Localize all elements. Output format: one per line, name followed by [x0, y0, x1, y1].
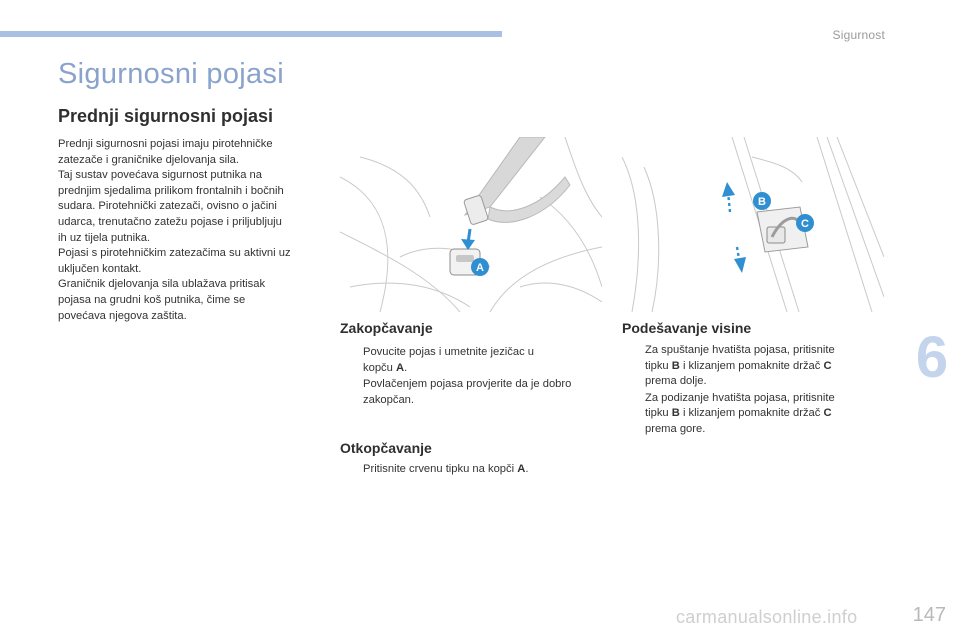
list-item-text: i klizanjem pomaknite držač — [679, 407, 824, 420]
list-item-bold: B — [671, 359, 680, 372]
unfastening-list — [340, 462, 602, 479]
intro-line: Graničnik djelovanja sila ublažava pritisak — [58, 278, 266, 291]
intro-line: Taj sustav povećava sigurnost putnika na — [58, 169, 262, 182]
intro-text — [58, 137, 323, 324]
intro-line: povećava njegova zaštita. — [58, 309, 187, 322]
list-item-bold: C — [823, 407, 832, 420]
intro-line: prednjim sjedalima prilikom frontalnih i bočnih — [58, 184, 284, 197]
list-item — [340, 345, 602, 376]
intro-line: sudara. Pirotehnički zatezači, ovisno o jačini — [58, 200, 277, 213]
list-item-text: prema gore. — [645, 422, 706, 435]
intro-line: Prednji sigurnosni pojasi imaju pirotehničke — [58, 138, 273, 150]
fastening-list — [340, 345, 602, 409]
list-item-bold: C — [823, 359, 832, 372]
height-list — [622, 343, 884, 439]
list-item-text: zakopčan. — [363, 393, 414, 406]
header-accent-bar — [0, 31, 502, 37]
list-item-text: Za spuštanje hvatišta pojasa, pritisnite — [645, 344, 835, 356]
height-adjustment-illustration — [622, 137, 884, 312]
list-item-text: i klizanjem pomaknite držač — [679, 359, 824, 372]
list-item — [340, 377, 602, 408]
list-item-bold: A — [395, 361, 405, 374]
list-item-text: Za podizanje hvatišta pojasa, pritisnite — [645, 391, 835, 404]
seatbelt-buckle-illustration — [340, 137, 602, 312]
list-item-text: . — [404, 361, 408, 374]
fastening-title: Zakopčavanje — [340, 320, 433, 336]
list-item-bold: B — [671, 407, 680, 420]
intro-line: pojasa na grudni koš putnika, čime se — [58, 293, 246, 306]
list-item — [622, 343, 884, 390]
list-item — [622, 391, 884, 438]
callout-b-label: B — [758, 196, 766, 208]
chapter-tab — [904, 325, 960, 391]
intro-line: Pojasi s pirotehničkim zatezačima su aktivni uz — [58, 247, 291, 260]
intro-line: ih uz tijela putnika. — [58, 231, 151, 244]
page-number: 147 — [912, 604, 946, 626]
list-item-text: prema dolje. — [645, 375, 707, 388]
list-item-text: Povucite pojas i umetnite jezičac u — [363, 346, 535, 358]
page-title: Sigurnosni pojasi — [58, 58, 284, 90]
callout-a-label: A — [476, 262, 484, 274]
intro-line: uključen kontakt. — [58, 262, 142, 275]
list-item — [340, 462, 602, 478]
callout-c-label: C — [801, 218, 809, 230]
list-item-text: Pritisnite crvenu tipku na kopči — [363, 463, 518, 475]
list-item-text: . — [525, 463, 529, 475]
height-title: Podešavanje visine — [622, 320, 752, 336]
list-item-text: Povlačenjem pojasa provjerite da je dobro — [363, 378, 572, 391]
list-item-text: tipku — [645, 359, 672, 372]
intro-line: zatezače i graničnike djelovanja sila. — [58, 153, 239, 166]
watermark: carmanualsonline.info — [676, 607, 858, 627]
intro-line: udarca, trenutačno zatežu pojase i priljubljuju — [58, 215, 282, 228]
chapter-number: 6 — [915, 325, 949, 390]
list-item-text: tipku — [645, 407, 672, 420]
page-subtitle: Prednji sigurnosni pojasi — [58, 106, 274, 126]
section-name: Sigurnost — [832, 28, 885, 42]
list-item-text: kopču — [363, 361, 396, 374]
list-item-bold: A — [517, 463, 526, 475]
unfastening-title: Otkopčavanje — [340, 440, 432, 456]
